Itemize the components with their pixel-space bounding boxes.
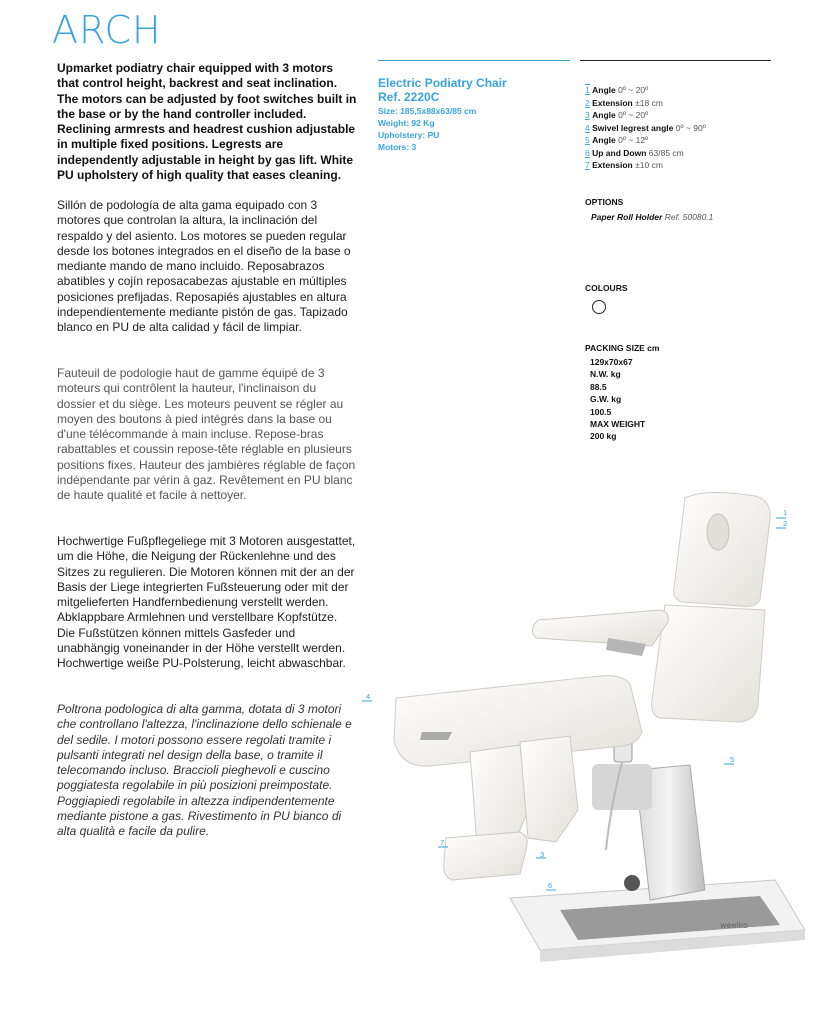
- feature-dash: _: [585, 75, 590, 85]
- product-name: Electric Podiatry Chair: [378, 76, 507, 90]
- backrest: [652, 605, 765, 722]
- gas-piston: [624, 875, 640, 891]
- spec-size: Size: 185,5x88x63/85 cm: [378, 106, 477, 116]
- description-french: Fauteuil de podologie haut de gamme équipé de 3 moteurs qui contrôlent la hauteur, l'inclinaison du dossier et du siège. Les moteurs peuvent se régler au moyen des boutons à pied intégrés dans la base ou d'une télécommande à main incluse. Repose-bras rabattables et coussin repose-tête réglable en plusieurs positions fixes. Hauteur des jambières réglable de façon indépendante par vérin à gaz. Revêtement en PU blanc de haute qualité et facile à nettoyer.: [57, 366, 356, 503]
- feature-item: [585, 97, 706, 110]
- callout-2: 2: [783, 519, 788, 528]
- option-ref: Ref. 50080.1: [664, 212, 714, 222]
- motor-housing: [592, 764, 652, 810]
- feature-num: 3: [585, 110, 590, 120]
- brand-label: weelko: [720, 921, 748, 930]
- option-name: Paper Roll Holder: [591, 212, 663, 222]
- packing-nw-value: 88.5: [590, 381, 607, 392]
- legrest-right: [520, 736, 578, 842]
- packing-maxweight-value: 200 kg: [590, 431, 617, 442]
- feature-num: 5: [585, 135, 590, 145]
- feature-num: 4: [585, 122, 590, 133]
- divider-features: [580, 60, 771, 61]
- feature-label: Angle: [592, 110, 616, 120]
- callout-5: 5: [730, 755, 735, 764]
- seat-lever: [420, 732, 452, 740]
- packing-maxweight-label: MAX WEIGHT: [590, 419, 646, 430]
- feature-label: Angle: [592, 85, 616, 95]
- packing-title: PACKING SIZE cm: [585, 343, 660, 353]
- feature-item: [585, 84, 706, 97]
- feature-label: Swivel legrest angle: [592, 122, 674, 133]
- colour-swatch-white: [592, 300, 606, 314]
- colours-title: COLOURS: [585, 283, 628, 293]
- chair-product-image: [360, 470, 815, 990]
- feature-value: 0º ~ 20º: [618, 85, 649, 95]
- divider-product: [378, 60, 570, 61]
- spec-motors: Motors: 3: [378, 142, 417, 152]
- callout-3: 3: [540, 850, 545, 859]
- packing-gw-label: G.W. kg: [590, 394, 622, 405]
- page-title: ARCH: [52, 8, 162, 52]
- description-english: Upmarket podiatry chair equipped with 3 motors that control height, backrest and seat inclination. The motors can be adjusted by foot switches built in the base or by the hand controller included. Reclining armrests and headrest cushion adjustable in multiple fixed positions. Legrests are independently adjustable in height by gas lift. White PU upholstery of high quality that eases cleaning.: [57, 61, 357, 183]
- feature-item: [585, 159, 706, 172]
- armrest: [532, 610, 668, 646]
- feature-label: Up and Down: [592, 147, 647, 158]
- callout-7: 7: [440, 838, 445, 847]
- feature-item: [585, 109, 706, 122]
- spec-weight: Weight: 92 Kg: [378, 118, 435, 128]
- feature-label: Angle: [592, 135, 616, 145]
- feature-value: 0º ~ 12º: [618, 135, 649, 145]
- feature-label: Extension: [592, 160, 633, 170]
- feature-item: [585, 134, 706, 147]
- packing-dimensions: 129x70x67: [590, 357, 633, 367]
- face-hole: [707, 514, 729, 550]
- description-italian: Poltrona podologica di alta gamma, dotata di 3 motori che controllano l'altezza, l'inclinazione dello schienale e del sedile. I motori possono essere regolati tramite i pulsanti integrati nel design della base, o tramite il telecomando incluso. Braccioli pieghevoli e cuscino poggiatesta regolabile in più posizioni preimpostate. Poggiapiedi regolabile in altezza indipendentemente mediante pistone a gas. Rivestimento in PU bianco di alta qualità e facile da pulire.: [57, 702, 352, 839]
- description-german: Hochwertige Fußpflegeliege mit 3 Motoren ausgestattet, um die Höhe, die Neigung der Rückenlehne und des Sitzes zu regulieren. Die Motoren können mit der an der Basis der Liege integrierten Fußsteuerung oder mit der mitgelieferten Handfernbedienung verstellt werden. Abklappbare Armlehnen und verstellbare Kopfstütze. Die Fußstützen können mittels Gasfeder und unabhängig voneinander in der Höhe verstellt werden. Hochwertige weiße PU-Polsterung, leicht abwaschbar.: [57, 534, 356, 671]
- feature-num: 6: [585, 147, 590, 158]
- callout-4: 4: [366, 692, 371, 701]
- feature-value: 0º ~ 90º: [675, 122, 706, 133]
- feature-item: [585, 122, 706, 135]
- feature-value: 0º ~ 20º: [618, 110, 649, 120]
- feature-num: 2: [585, 97, 590, 108]
- feature-value: 63/85 cm: [648, 147, 684, 158]
- callout-1: 1: [783, 508, 788, 517]
- options-title: OPTIONS: [585, 197, 624, 207]
- feature-label: Extension: [592, 97, 633, 108]
- description-spanish: Sillón de podología de alta gama equipado con 3 motores que controlan la altura, la inclinación del respaldo y del asiento. Los motores se pueden regular desde los botones integrados en el diseño de la base o mediante mando de mano incluido. Reposabrazos abatibles y cojín reposacabezas ajustable en múltiples posiciones prefijadas. Reposapiés ajustables en altura independientemente mediante pistón de gas. Tapizado blanco en PU de alta calidad y fácil de limpiar.: [57, 198, 351, 335]
- packing-gw-value: 100.5: [590, 406, 612, 417]
- packing-list: [590, 356, 645, 443]
- feature-value: ±18 cm: [635, 97, 663, 108]
- spec-upholstery: Upholstery: PU: [378, 130, 440, 140]
- feature-item: [585, 147, 706, 160]
- footrest: [444, 832, 527, 880]
- feature-value: ±10 cm: [635, 160, 663, 170]
- option-item: [591, 212, 713, 222]
- product-ref: Ref. 2220C: [378, 90, 440, 104]
- feature-num: 1: [585, 85, 590, 95]
- feature-num: 7: [585, 160, 590, 170]
- callout-6: 6: [548, 881, 553, 890]
- feature-list: [585, 74, 706, 172]
- packing-nw-label: N.W. kg: [590, 369, 621, 380]
